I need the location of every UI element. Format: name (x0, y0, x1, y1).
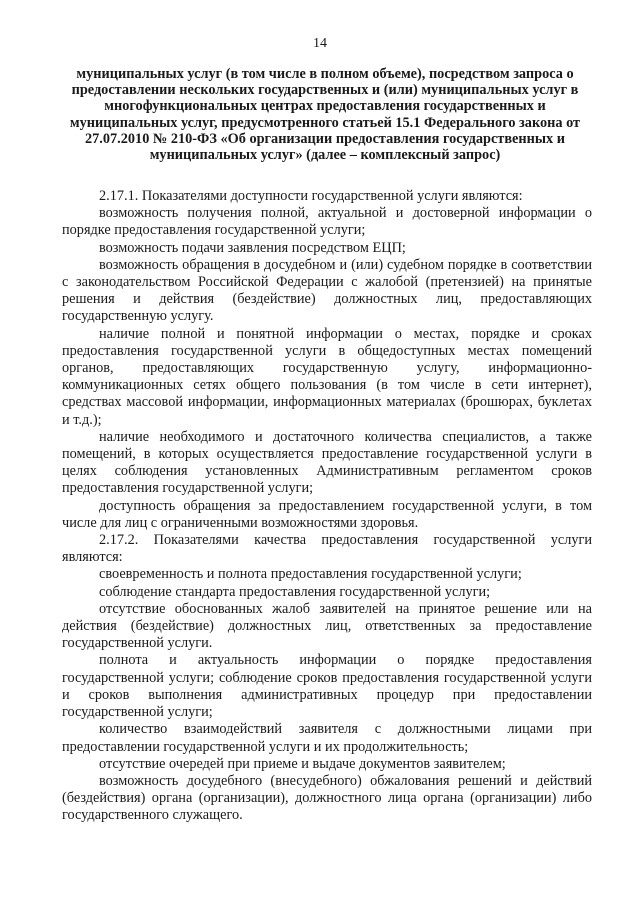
paragraph: полнота и актуальность информации о порядке предоставления государственной услуги; соблюдение сроков предоставления государственной услуги и сроков выполнения административных процедур при предоставлении государственной услуги; (62, 652, 592, 721)
page-number: 14 (313, 36, 327, 51)
paragraph: возможность досудебного (внесудебного) обжалования решений и действий (бездействия) органа (организации), должностного лица органа (организации) либо государственного служащего. (62, 772, 592, 824)
paragraph-2-17-2: 2.17.2. Показателями качества предоставления государственной услуги являются: (62, 532, 592, 566)
document-body (62, 188, 592, 825)
paragraph: количество взаимодействий заявителя с должностными лицами при предоставлении государственной услуги и их продолжительность; (62, 721, 592, 755)
paragraph: отсутствие обоснованных жалоб заявителей на принятое решение или на действия (бездействие) должностных лиц, ответственных за предоставление государственной услуги. (62, 600, 592, 652)
paragraph: соблюдение стандарта предоставления государственной услуги; (99, 583, 491, 600)
paragraph: своевременность и полнота предоставления государственной услуги; (99, 566, 522, 583)
paragraph-2-17-1: 2.17.1. Показателями доступности государственной услуги являются: (99, 188, 523, 204)
section-heading: муниципальных услуг (в том числе в полном объеме), посредством запроса о предоставлении нескольких государственных и (или) муниципальных услуг в многофункциональных центрах предоставления государственных и муниципальных услуг, предусмотренного статьей 15.1 Федерального закона от 27.07.2010 № 210-ФЗ «Об организации предоставления государственных и муниципальных услуг» (далее – комплексный запрос) (69, 66, 581, 164)
paragraph: наличие необходимого и достаточного количества специалистов, а также помещений, в которых осуществляется предоставление государственной услуги в целях соблюдения установленных Административным регламентом сроков предоставления государственной услуги; (62, 428, 592, 497)
paragraph: доступность обращения за предоставлением государственной услуги, в том числе для лиц с ограниченными возможностями здоровья. (62, 497, 592, 531)
paragraph: возможность подачи заявления посредством ЕЦП; (99, 239, 406, 256)
paragraph: возможность получения полной, актуальной и достоверной информации о порядке предоставления государственной услуги; (62, 205, 592, 239)
paragraph: возможность обращения в досудебном и (или) судебном порядке в соответствии с законодательством Российской Федерации с жалобой (претензией) на принятые решения и действия (бездействие) должностных лиц, предоставляющих государственную услугу. (62, 256, 592, 325)
paragraph: наличие полной и понятной информации о местах, порядке и сроках предоставления государственной услуги в общедоступных местах помещений органов, предоставляющих государственную услугу, информационно-коммуникационных сетях общего пользования (в том числе в сети интернет), средствах массовой информации, информационных материалах (брошюрах, буклетах и т.д.); (62, 325, 592, 428)
paragraph: отсутствие очередей при приеме и выдаче документов заявителем; (99, 755, 506, 772)
